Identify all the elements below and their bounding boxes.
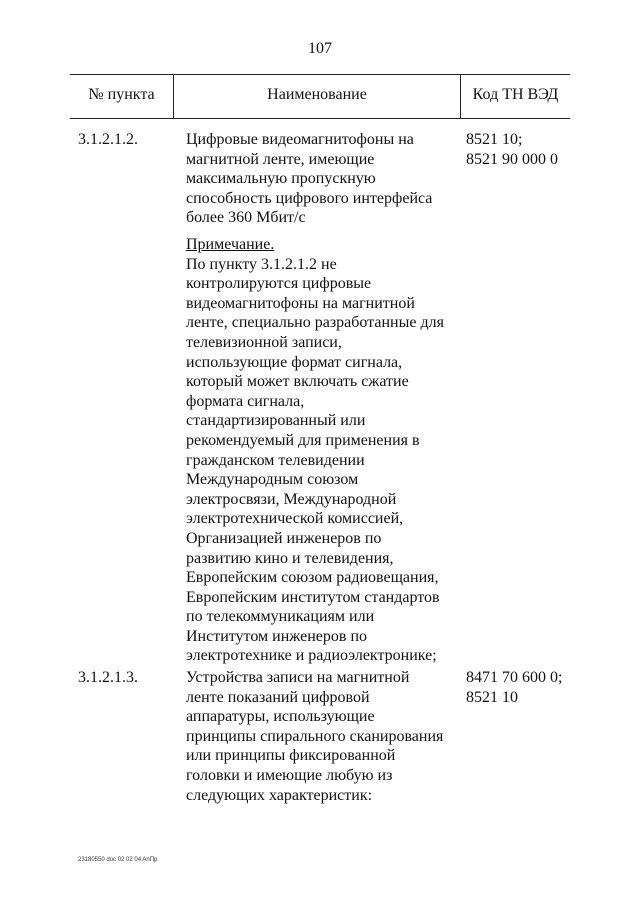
text-line: или принципы фиксированной [186, 747, 396, 765]
text-line: электротехнической комиссией, [186, 510, 404, 528]
code-line: 8521 90 000 0 [466, 150, 558, 168]
text-line: по телекоммуникациям или [186, 608, 375, 626]
text-line: Европейским институтом стандартов [186, 588, 440, 606]
header-col-num: № пункта [88, 86, 155, 103]
header-top-rule [70, 74, 570, 75]
code-line: 8471 70 600 0; [466, 669, 563, 686]
text-line: Организацией инженеров по [186, 529, 382, 547]
row-1-code [466, 130, 576, 169]
row-2-name [186, 668, 458, 805]
text-line: гражданском телевидении [186, 451, 365, 469]
text-line: рекомендуемый для применения в [186, 431, 420, 449]
row-1-note [186, 235, 458, 666]
text-line: электротехнике и радиоэлектронике; [186, 647, 437, 665]
text-line: телевизионной записи, [186, 333, 342, 351]
text-line: ленте, специально разработанные для [186, 314, 444, 332]
text-line: Устройства записи на магнитной [186, 669, 410, 686]
text-line: контролируются цифровые [186, 275, 372, 293]
page-number: 107 [308, 40, 332, 57]
text-line: магнитной ленте, имеющие [186, 150, 375, 168]
row-2-code [466, 668, 576, 707]
header-bottom-rule [70, 118, 570, 119]
text-line: более 360 Мбит/с [186, 209, 306, 227]
text-line: ленте показаний цифровой [186, 688, 370, 706]
text-line: принципы спирального сканирования [186, 727, 444, 745]
text-line: формата сигнала, [186, 392, 305, 410]
text-line: видеомагнитофоны на магнитной [186, 294, 415, 312]
text-line: использующие формат сигнала, [186, 353, 403, 371]
row-1-name [186, 130, 458, 228]
text-line: стандартизированный или [186, 412, 366, 430]
row-2-number: 3.1.2.1.3. [78, 669, 138, 686]
footer-doc-id: 23180550 doc 02 02 04 AnПр [78, 857, 158, 863]
code-line: 8521 10; [466, 131, 523, 148]
text-line: максимальную пропускную [186, 170, 376, 188]
header-col-code: Код ТН ВЭД [472, 86, 559, 103]
text-line: Институтом инженеров по [186, 627, 368, 645]
text-line: Цифровые видеомагнитофоны на [186, 131, 414, 148]
text-line: электросвязи, Международной [186, 490, 397, 508]
text-line: головки и имеющие любую из [186, 766, 393, 784]
code-line: 8521 10 [466, 688, 518, 706]
note-title: Примечание. [186, 236, 275, 253]
text-line: развитию кино и телевидения, [186, 549, 394, 567]
text-line: По пункту 3.1.2.1.2 не [186, 255, 337, 273]
text-line: способность цифрового интерфейса [186, 189, 433, 207]
text-line: следующих характеристик: [186, 786, 373, 804]
text-line: который может включать сжатие [186, 373, 409, 391]
text-line: Европейским союзом радиовещания, [186, 569, 439, 587]
row-1-number: 3.1.2.1.2. [78, 131, 138, 148]
header-col-name: Наименование [267, 86, 367, 103]
text-line: аппаратуры, использующие [186, 708, 375, 726]
text-line: Международным союзом [186, 471, 359, 489]
